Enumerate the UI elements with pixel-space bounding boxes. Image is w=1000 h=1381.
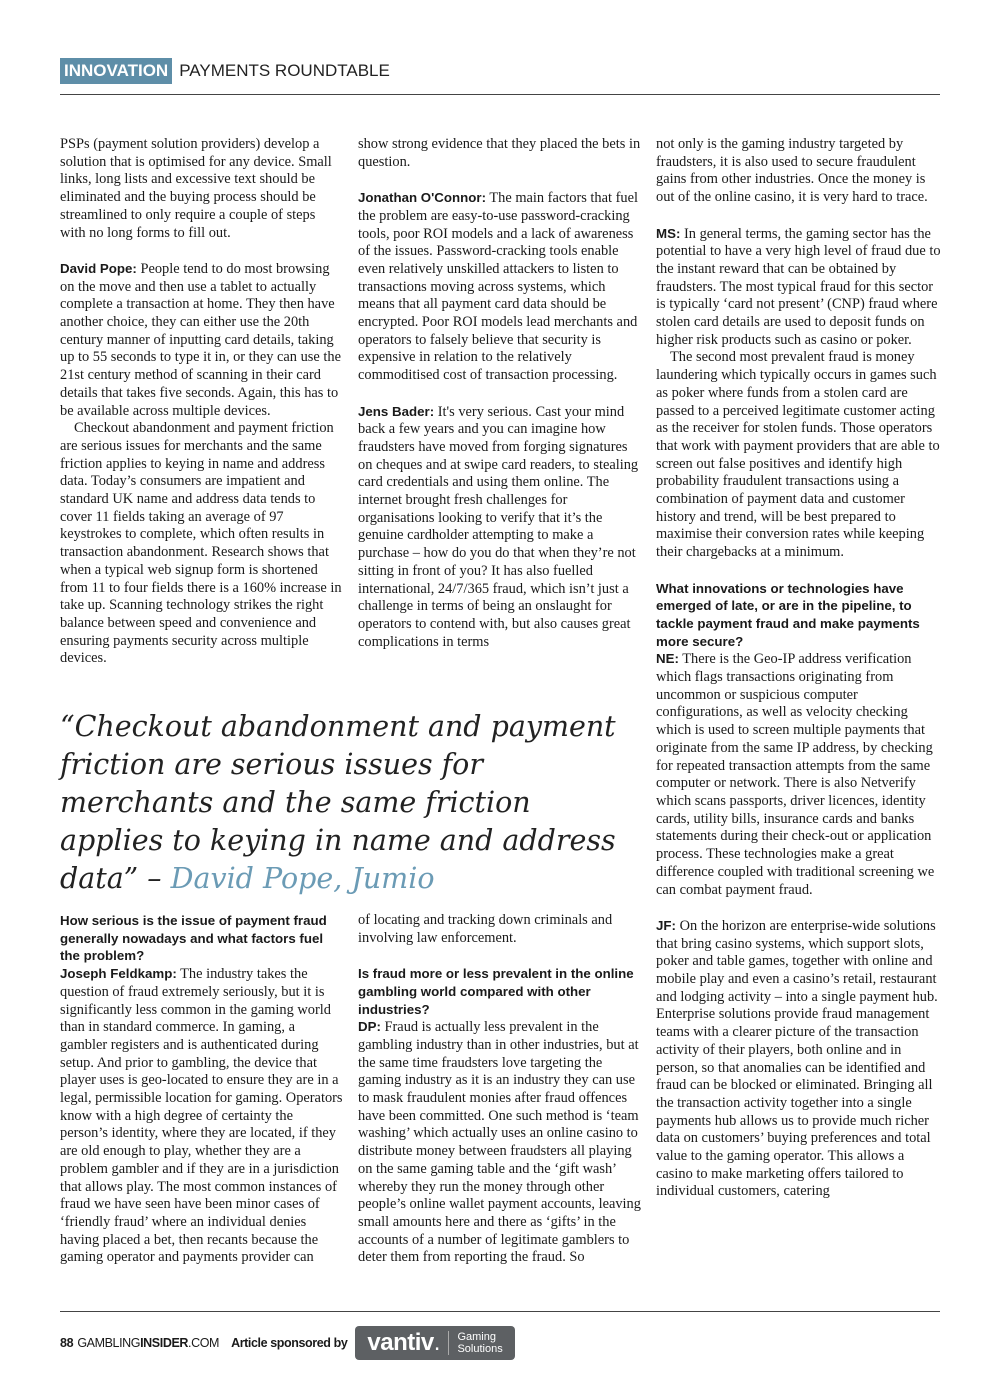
category-tag: INNOVATION bbox=[60, 58, 172, 84]
paragraph: NE: There is the Geo-IP address verification which flags transactions originating from uncommon or suspicious computer configurations, as well as velocity checking which is used to screen multiple payments that originate from the same IP address, by checking for repeated transaction attempts from the same computer or network. There is also Netverify which scans passports, driver licences, identity cards, utility bills, insurance cards and banks statements during their check-out or application process. These technologies make a great difference coupled with traditional screening we can combat payment fraud. bbox=[656, 651, 935, 898]
question-heading: How serious is the issue of payment fraud generally nowadays and what factors fuel the problem? bbox=[60, 913, 327, 964]
paragraph: Jens Bader: It's very serious. Cast your mind back a few years and you can imagine how fraudsters have moved from forging signatures on cheques and at swipe card readers, to stealing card credentials and using them online. The internet brought fresh challenges for organisations looking to verify that it’s the genuine cardholder attempting to make a purchase – how do you do that when they’re not sitting in front of you? It has also fuelled international, 24/7/365 fraud, which isn’t just a challenge in terms of being an onslaught for operators to contend with, but also causes great complications in terms bbox=[358, 403, 639, 650]
pull-quote-text: “Checkout abandonment and payment friction are serious issues for merchants and the same friction applies to keying in name and address data” – bbox=[60, 710, 616, 895]
column-2-top bbox=[358, 136, 643, 669]
header-rule bbox=[60, 94, 940, 95]
paragraph: Joseph Feldkamp: The industry takes the question of fraud extremely seriously, but it is significantly less common in the gaming world than in standard commerce. In gaming, a gambler registers and is authenticated during setup. And prior to gambling, the device that player uses is geo-located to ensure they are in a legal, permissible location for gaming. Operators know with a high degree of certainty the person’s identity, where they are located, if they are old enough to play, whether they are a problem gambler and if they are in a jurisdiction that allows play. The most common instances of fraud we have seen have been minor cases of ‘friendly fraud’ where an individual denies having placed a bet, then recants because the gaming operator and payments provider can bbox=[60, 966, 343, 1266]
sponsor-label: Article sponsored by bbox=[231, 1336, 348, 1350]
paragraph: MS: In general terms, the gaming sector has the potential to have a very high level of fraud due to the instant reward that can be obtained by fraudsters. The most typical fraud for this sector is typically ‘card not present’ (CNP) fraud where stolen card details are used to deposit funds on higher risk products such as casino or poker. bbox=[656, 225, 941, 348]
paragraph: PSPs (payment solution providers) develop a solution that is optimised for any device. Small links, long lists and excessive text should be eliminated and the buying process should be streamlined to only require a couple of steps with no long forms to fill out. bbox=[60, 136, 332, 241]
speaker-name: Joseph Feldkamp: bbox=[60, 966, 177, 982]
paragraph: The second most prevalent fraud is money laundering which typically occurs in games such as poker where funds from a stolen card are passed to a perceived legitimate customer acting as the receiver for stolen funds. Those operators that work with payment providers that are able to screen out false positives and identify high probability fraudulent transactions using a combination of payment data and customer history and trend, will be best prepared to maximise their conversion rates while keeping their chargebacks at a minimum. bbox=[656, 349, 940, 561]
footer-rule bbox=[60, 1311, 940, 1312]
paragraph: of locating and tracking down criminals and involving law enforcement. bbox=[358, 912, 613, 946]
page-footer bbox=[60, 1326, 515, 1360]
paragraph: Checkout abandonment and payment friction are serious issues for merchants and the same friction applies to keying in name and address data. Today’s consumers are impatient and standard UK name and address data tends to cover 11 fields taking an average of 97 keystrokes to complete, which often results in transaction abandonment. Research shows that when a typical web signup form is shortened from 11 to four fields there is a 160% increase in take up. Scanning technology strikes the right balance between speed and convenience and ensuring payments security across multiple devices. bbox=[60, 420, 342, 667]
section-title: PAYMENTS ROUNDTABLE bbox=[179, 61, 390, 80]
speaker-name: David Pope: bbox=[60, 260, 137, 276]
site-name: GAMBLINGINSIDER.COM bbox=[77, 1336, 220, 1350]
column-1-bottom bbox=[60, 912, 343, 1285]
logo-divider bbox=[448, 1331, 449, 1355]
paragraph: JF: On the horizon are enterprise-wide solutions that bring casino systems, which support slots, poker and table games, together with online and mobile play and even a casino’s retail, restaurant and lodging activity – into a single payment hub. Enterprise solutions provide fraud management teams with a clearer picture of the transaction activity of their players, both online and in person, so that anomalies can be identified and fraud can be blocked or eliminated. Bringing all the transaction activity together into a single payments hub allows us to provide much richer data on customers’ buying preferences and total value to the gaming operator. This allows a casino to make marketing offers tailored to individual customers, catering bbox=[656, 917, 938, 1200]
pull-quote bbox=[60, 708, 640, 898]
pull-quote-attribution: David Pope, Jumio bbox=[170, 862, 435, 895]
column-2-bottom bbox=[358, 912, 643, 1285]
column-3 bbox=[656, 136, 941, 1219]
page-number: 88 bbox=[60, 1336, 74, 1350]
logo-subtitle: Gaming Solutions bbox=[457, 1331, 503, 1355]
paragraph: show strong evidence that they placed the bets in question. bbox=[358, 136, 641, 170]
speaker-name: Jens Bader: bbox=[358, 403, 435, 419]
paragraph: Jonathan O'Connor: The main factors that fuel the problem are easy-to-use password-cracking tools, poor ROI models and a lack of awareness of the issues. Password-cracking tools enable even relatively unskilled attackers to listen to transactions moving across systems, which means that all payment card data should be encrypted. Poor ROI models lead merchants and operators to falsely believe that security is expensive in relation to the relatively commoditised cost of transaction processing. bbox=[358, 190, 638, 384]
column-1-top bbox=[60, 136, 343, 686]
vantiv-logo: vantiv . Gaming Solutions bbox=[355, 1326, 514, 1360]
logo-brand: vantiv bbox=[367, 1329, 434, 1356]
question-heading: What innovations or technologies have emerged of late, or are in the pipeline, to tackle payment fraud and make payments more secure? bbox=[656, 580, 920, 649]
speaker-name: NE: bbox=[656, 651, 679, 667]
paragraph: David Pope: People tend to do most browsing on the move and then use a tablet to actually complete a transaction at home. They then have another choice, they can either use the 20th century manner of inputting card details, taking up to 55 seconds to type it in, or they can use the 21st century method of scanning in their card details that takes five seconds. Again, this has to be available across multiple devices. bbox=[60, 260, 341, 419]
speaker-name: MS: bbox=[656, 225, 681, 241]
paragraph: not only is the gaming industry targeted by fraudsters, it is also used to secure fraudulent gains from other industries. Once the money is out of the online casino, it is very hard to trace. bbox=[656, 136, 928, 206]
question-heading: Is fraud more or less prevalent in the online gambling world compared with other industries? bbox=[358, 966, 634, 1017]
speaker-name: Jonathan O'Connor: bbox=[358, 190, 486, 206]
paragraph: DP: Fraud is actually less prevalent in the gambling industry than in other industries, but at the same time fraudsters love targeting the gaming industry as it is an industry they can use to mask fraudulent monies after fraud offences have been committed. One such method is ‘team washing’ which actually uses an online casino to distribute money between fraudsters all playing on the same gaming table and the ‘gift wash’ whereby they run the money through other people’s online wallet payment accounts, leaving small amounts here and there as ‘gifts’ in the accounts of a number of legitimate gamblers to deter them from reporting the fraud. So bbox=[358, 1019, 641, 1266]
section-header bbox=[60, 58, 390, 84]
speaker-name: JF: bbox=[656, 917, 676, 933]
speaker-name: DP: bbox=[358, 1019, 381, 1035]
